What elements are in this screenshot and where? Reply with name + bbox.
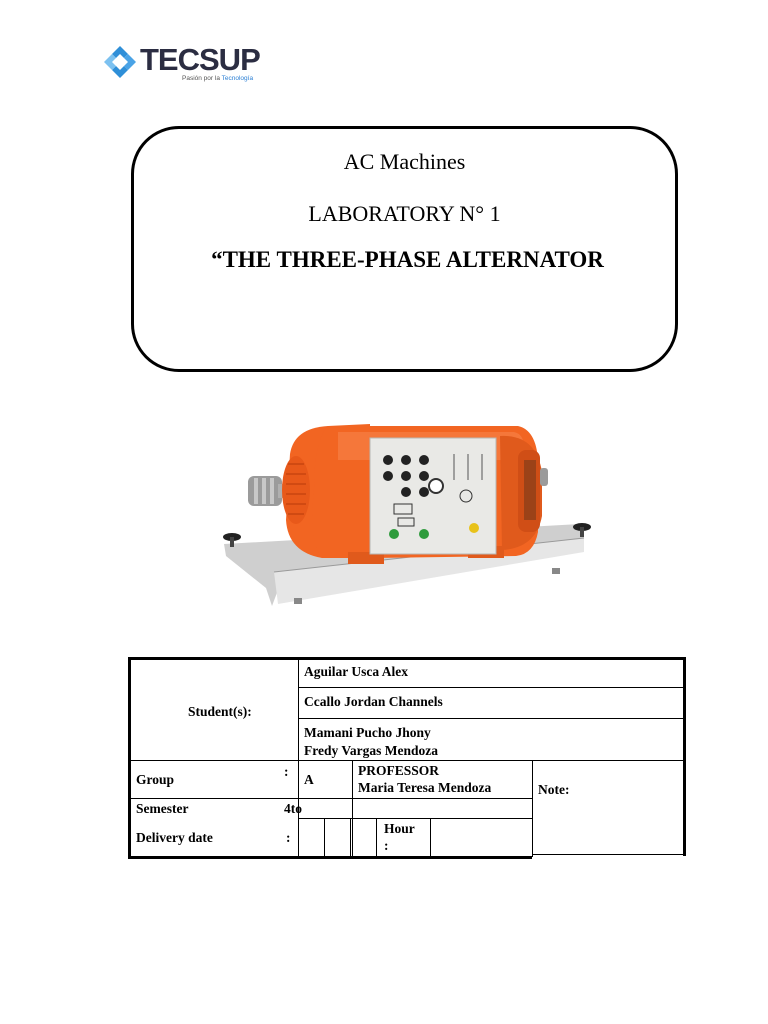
course-name: AC Machines [343,149,466,174]
student-name: Ccallo Jordan Channels [304,694,443,709]
students-label: Student(s): [188,704,252,719]
professor-label: PROFESSOR [358,763,440,778]
delivery-date-label: Delivery date [136,830,213,845]
student-name: Fredy Vargas Mendoza [304,743,438,758]
title-box [131,126,678,372]
logo-wordmark: TECSUP [140,42,260,77]
group-colon: : [284,764,289,779]
semester-value: 4to [284,801,302,816]
tecsup-logo [102,42,262,84]
student-name: Aguilar Usca Alex [304,664,408,679]
student-name: Mamani Pucho Jhony [304,725,431,740]
lab-number: LABORATORY N° 1 [308,201,501,226]
logo-tagline: Pasión por la Tecnología [182,75,254,82]
student-info-table [128,657,686,859]
delivery-date-colon: : [286,830,291,845]
hour-label: Hour [384,821,415,836]
group-value: A [304,772,314,787]
semester-label: Semester [136,801,189,816]
tecsup-logo-mark-icon [102,44,138,80]
hour-colon: : [384,838,389,853]
lab-title: “THE THREE-PHASE ALTERNATOR [211,247,604,272]
group-label: Group [136,772,175,787]
professor-name: Maria Teresa Mendoza [358,780,492,795]
note-label: Note: [538,782,570,797]
alternator-machine-image [218,420,596,608]
